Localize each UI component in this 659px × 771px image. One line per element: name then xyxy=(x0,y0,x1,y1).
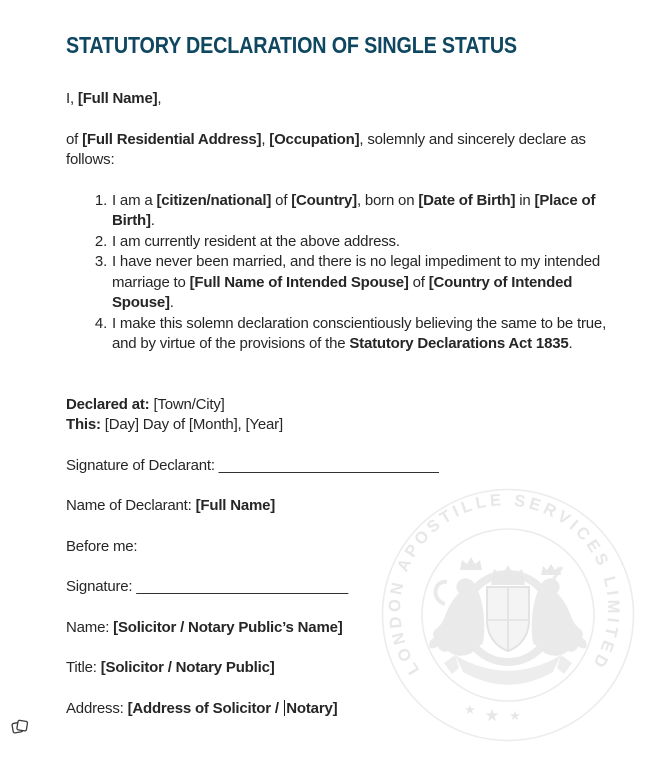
text-run: , xyxy=(261,130,270,148)
text-run: in xyxy=(515,191,535,209)
text-run: Before me: xyxy=(66,537,138,555)
text-run: [Full Residential Address] xyxy=(82,130,262,148)
watermark-ring-text: LONDON APOSTILLE SERVICES LIMITED xyxy=(385,491,623,678)
text-run: [Country of Intended Spouse] xyxy=(112,273,573,311)
text-run: I have never been married, and there is no legal impediment to my intended marriage to xyxy=(112,253,600,291)
declaration-item-2[interactable] xyxy=(111,232,612,253)
text-run: [Full Name] xyxy=(195,497,276,514)
svg-text:★: ★ xyxy=(484,706,500,725)
svg-text:★: ★ xyxy=(464,702,476,717)
text-run: [Occupation] xyxy=(269,130,360,148)
declaration-item-1[interactable] xyxy=(111,191,612,232)
document-title: STATUTORY DECLARATION OF SINGLE STATUS xyxy=(66,32,517,58)
text-run: __________________________ xyxy=(136,578,349,595)
text-run: This: xyxy=(66,416,101,433)
text-run: of xyxy=(66,130,83,148)
text-run: . xyxy=(568,335,573,352)
text-run: of xyxy=(271,191,292,209)
before-me-line[interactable] xyxy=(66,537,612,558)
text-run: [Solicitor / Notary Public] xyxy=(100,659,275,676)
declaration-item-4[interactable] xyxy=(111,314,612,355)
signature-of-declarant-line[interactable] xyxy=(66,456,612,477)
declared-at-line[interactable] xyxy=(66,395,612,436)
text-run: , solemnly and sincerely declare as follows: xyxy=(66,130,586,168)
text-run: [Full Name of Intended Spouse] xyxy=(189,273,409,291)
text-run: [citizen/national] xyxy=(156,191,272,209)
text-run: Statutory Declarations Act 1835 xyxy=(349,335,569,352)
overlapping-pages-icon[interactable] xyxy=(10,717,30,737)
document-content xyxy=(66,0,612,739)
declaration-item-3[interactable] xyxy=(111,252,612,314)
witness-name-line[interactable] xyxy=(66,618,612,639)
text-run: . xyxy=(169,294,174,311)
text-run: Signature: xyxy=(66,578,137,595)
text-run: I am currently resident at the above address. xyxy=(112,232,400,250)
text-run: ___________________________ xyxy=(218,456,439,474)
intro-address-line[interactable] xyxy=(66,130,612,171)
witness-address-line[interactable] xyxy=(66,699,612,720)
text-run: Title: xyxy=(66,659,101,676)
text-run: [Country] xyxy=(291,191,357,209)
text-run: [Full Name] xyxy=(77,90,158,107)
name-of-declarant-line[interactable] xyxy=(66,496,612,517)
text-run: I, xyxy=(66,90,78,107)
text-run: [Solicitor / Notary Public’s Name] xyxy=(113,618,343,636)
text-run: I am a xyxy=(112,191,157,209)
text-run: , xyxy=(157,90,162,107)
text-run: . xyxy=(150,212,155,229)
text-run: I make this solemn declaration conscientiously believing the same to be true, and by virtue of the provisions of the xyxy=(112,314,607,352)
text-run: Address: xyxy=(66,699,128,717)
declaration-list xyxy=(66,191,612,355)
intro-name-line[interactable] xyxy=(66,89,612,110)
text-run: [Address of Solicitor / xyxy=(127,699,283,717)
text-run: [Town/City] xyxy=(149,395,225,413)
text-run: of xyxy=(408,273,429,291)
text-run: Declared at: xyxy=(66,395,150,413)
witness-signature-line[interactable] xyxy=(66,577,612,598)
witness-title-line[interactable] xyxy=(66,658,612,679)
text-run: Signature of Declarant: xyxy=(66,456,219,474)
text-run: [Place of Birth] xyxy=(112,191,596,229)
text-run: , born on xyxy=(356,191,419,209)
text-run: [Date of Birth] xyxy=(418,191,516,209)
svg-text:★: ★ xyxy=(509,708,521,723)
text-run: Name of Declarant: xyxy=(66,497,196,514)
text-run: Notary] xyxy=(286,699,338,717)
text-run: [Day] Day of [Month], [Year] xyxy=(100,416,283,433)
text-run: Name: xyxy=(66,618,114,636)
